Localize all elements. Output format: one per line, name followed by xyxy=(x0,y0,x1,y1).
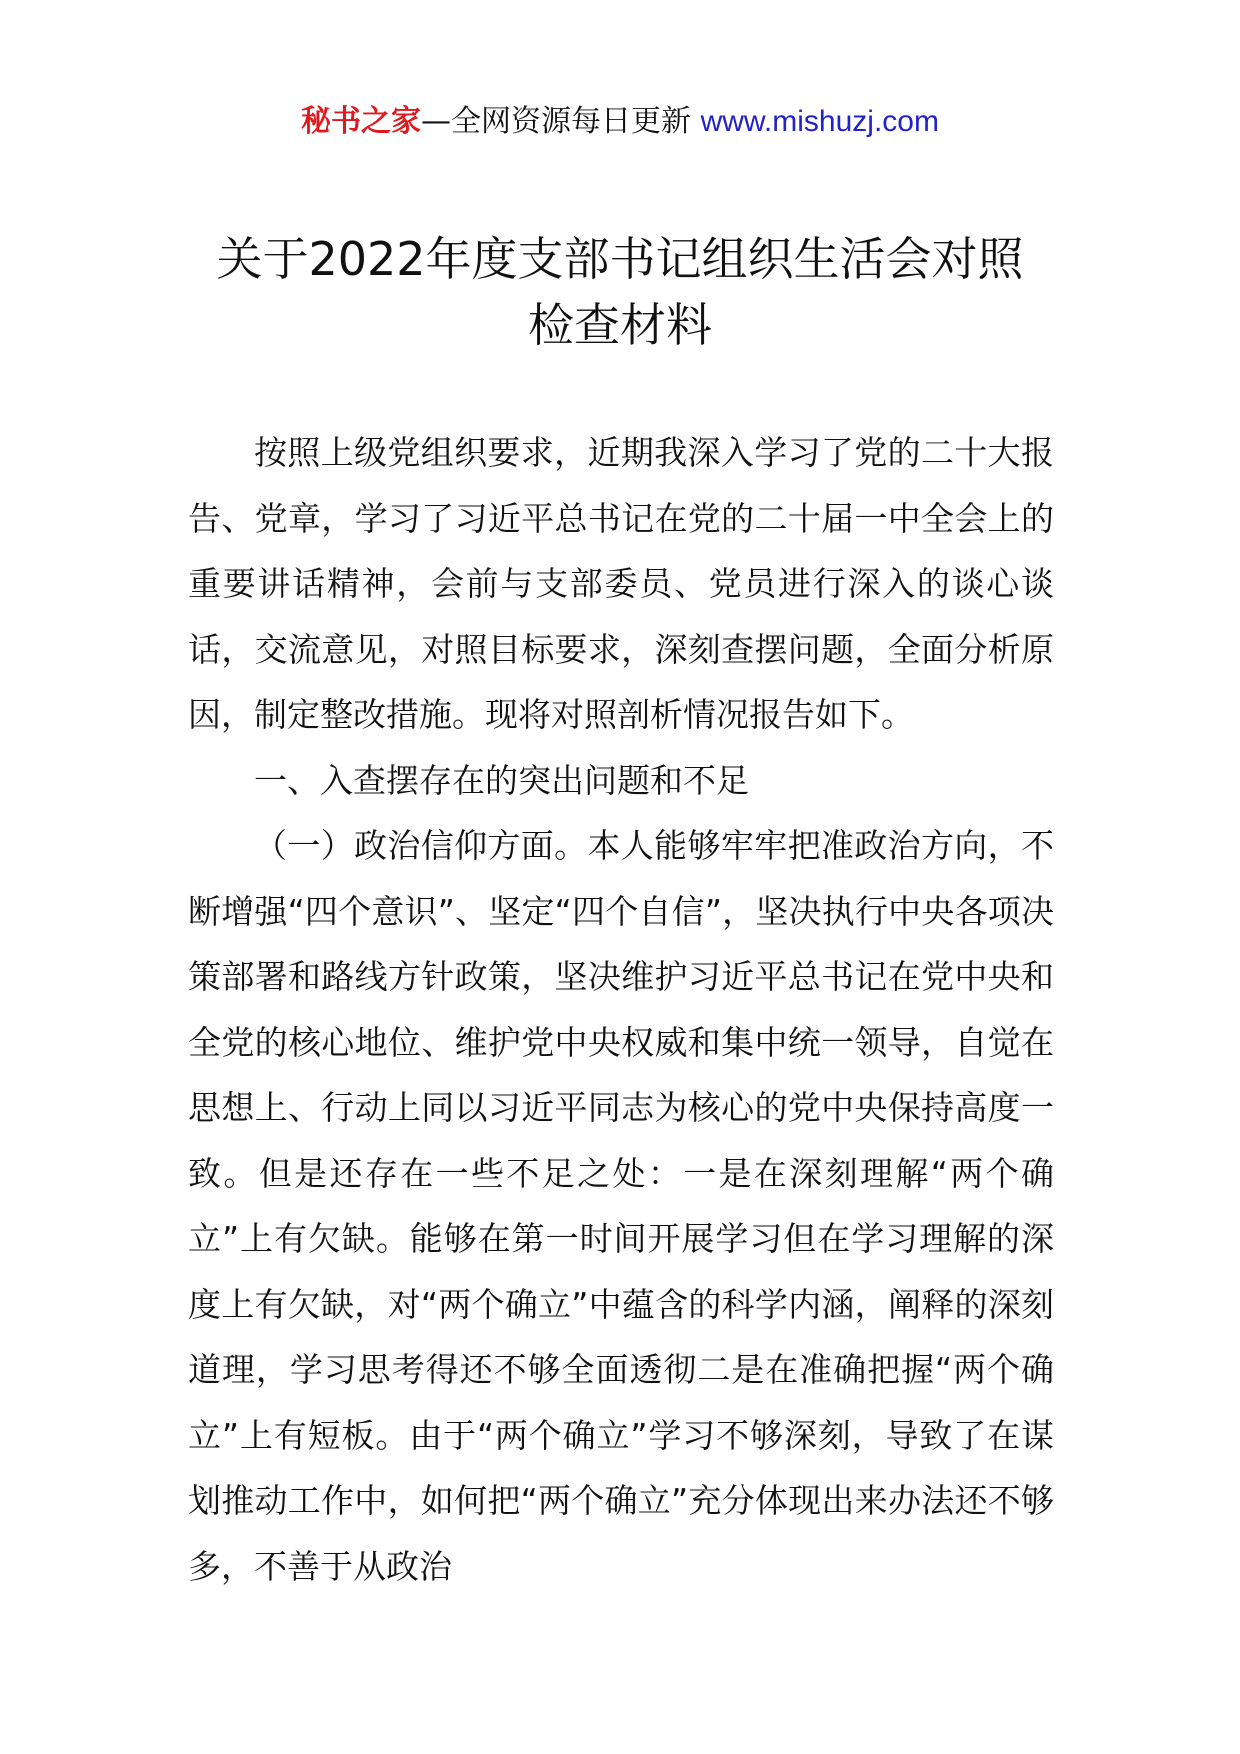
brand-name: 秘书之家 xyxy=(301,104,422,139)
header-tagline: —全网资源每日更新 xyxy=(421,104,701,139)
site-url[interactable]: www.mishuzj.com xyxy=(700,105,939,138)
document-title-line-2: 检查材料 xyxy=(528,298,712,352)
intro-paragraph: 按照上级党组织要求，近期我深入学习了党的二十大报告、党章，学习了习近平总书记在党的二十届一中全会上的重要讲话精神，会前与支部委员、党员进行深入的谈心谈话，交流意见，对照目标要求，深刻查摆问题，全面分析原因，制定整改措施。现将对照剖析情况报告如下。 xyxy=(188,433,1054,734)
document-body xyxy=(188,420,1054,1599)
site-header xyxy=(0,102,1240,142)
section-paragraph: （一）政治信仰方面。本人能够牢牢把准政治方向，不断增强“四个意识”、坚定“四个自信”，坚决执行中央各项决策部署和路线方针政策，坚决维护习近平总书记在党中央和全党的核心地位、维护党中央权威和集中统一领导，自觉在思想上、行动上同以习近平同志为核心的党中央保持高度一致。但是还存在一些不足之处：一是在深刻理解“两个确立”上有欠缺。能够在第一时间开展学习但在学习理解的深度上有欠缺，对“两个确立”中蕴含的科学内涵，阐释的深刻道理，学习思考得还不够全面透彻二是在准确把握“两个确立”上有短板。由于“两个确立”学习不够深刻，导致了在谋划推动工作中，如何把“两个确立”充分体现出来办法还不够多，不善于从政治 xyxy=(188,826,1054,1586)
section-heading: 一、入查摆存在的突出问题和不足 xyxy=(254,760,749,800)
document-title xyxy=(150,226,1090,358)
document-title-line-1: 关于2022年度支部书记组织生活会对照 xyxy=(216,232,1024,286)
